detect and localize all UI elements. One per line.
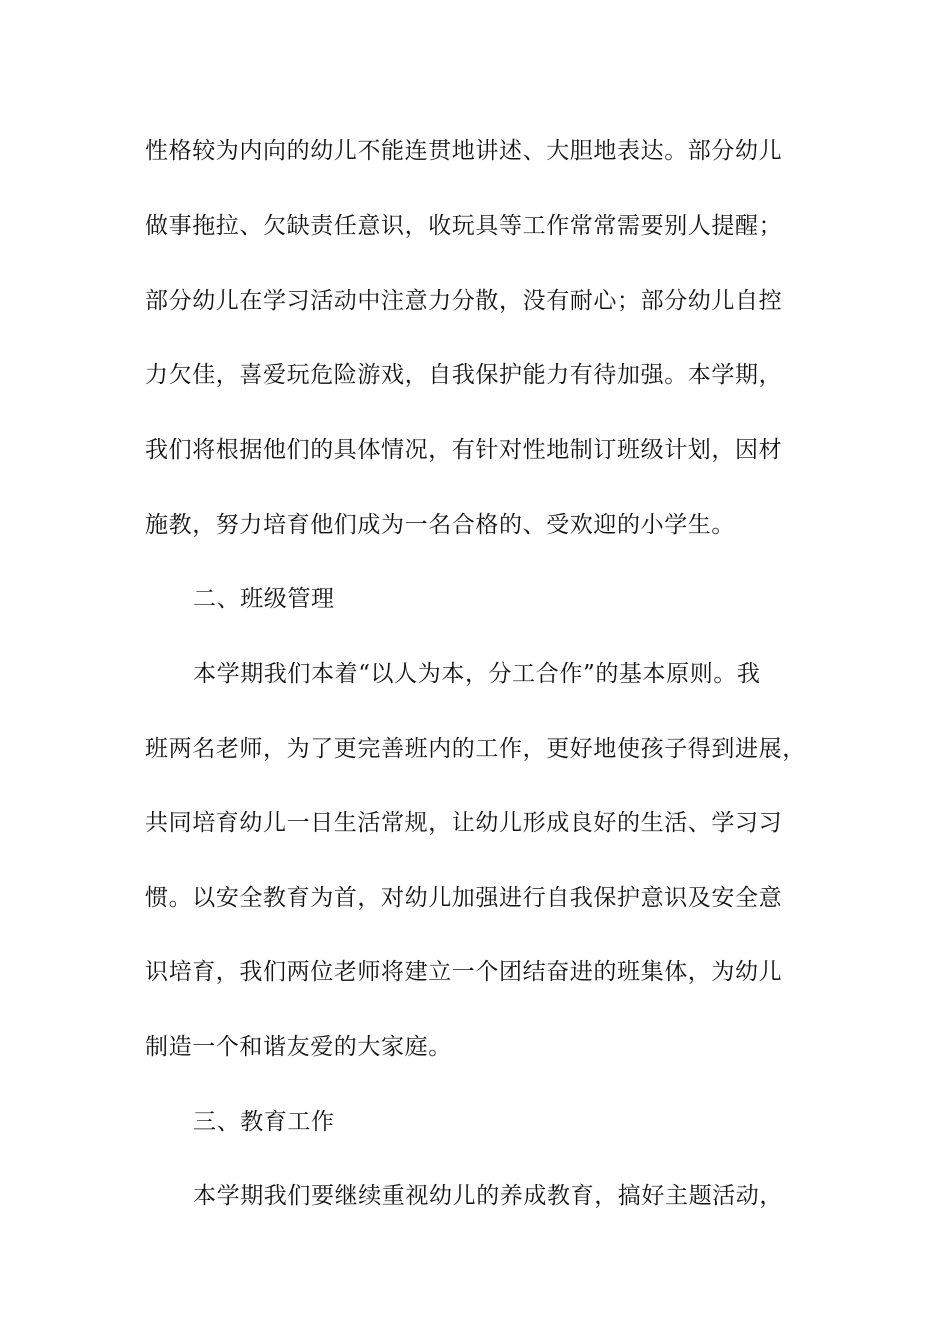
paragraph-line: 班两名老师，为了更完善班内的工作，更好地使孩子得到进展， [145, 736, 806, 762]
paragraph-line: 性格较为内向的幼儿不能连贯地讲述、大胆地表达。部分幼儿 [145, 138, 783, 164]
paragraph-line: 部分幼儿在学习活动中注意力分散，没有耐心；部分幼儿自控 [145, 288, 783, 314]
paragraph-line: 施教，努力培育他们成为一名合格的、受欢迎的小学生。 [145, 512, 735, 538]
paragraph-line: 本学期我们要继续重视幼儿的养成教育，搞好主题活动， [193, 1183, 783, 1209]
paragraph-line: 共同培育幼儿一日生活常规，让幼儿形成良好的生活、学习习 [145, 810, 783, 836]
section-heading: 三、教育工作 [193, 1109, 335, 1135]
paragraph-line: 我们将根据他们的具体情况，有针对性地制订班级计划，因材 [145, 437, 783, 463]
paragraph-line: 识培育，我们两位老师将建立一个团结奋进的班集体，为幼儿 [145, 959, 783, 985]
paragraph-line: 力欠佳，喜爱玩危险游戏，自我保护能力有待加强。本学期， [145, 362, 783, 388]
section-heading: 二、班级管理 [193, 586, 335, 612]
paragraph-line: 做事拖拉、欠缺责任意识，收玩具等工作常常需要别人提醒； [145, 213, 783, 239]
paragraph-line: 惯。以安全教育为首，对幼儿加强进行自我保护意识及安全意 [145, 885, 783, 911]
paragraph-line: 本学期我们本着“以人为本，分工合作”的基本原则。我 [193, 661, 761, 687]
paragraph-line: 制造一个和谐友爱的大家庭。 [145, 1034, 452, 1060]
